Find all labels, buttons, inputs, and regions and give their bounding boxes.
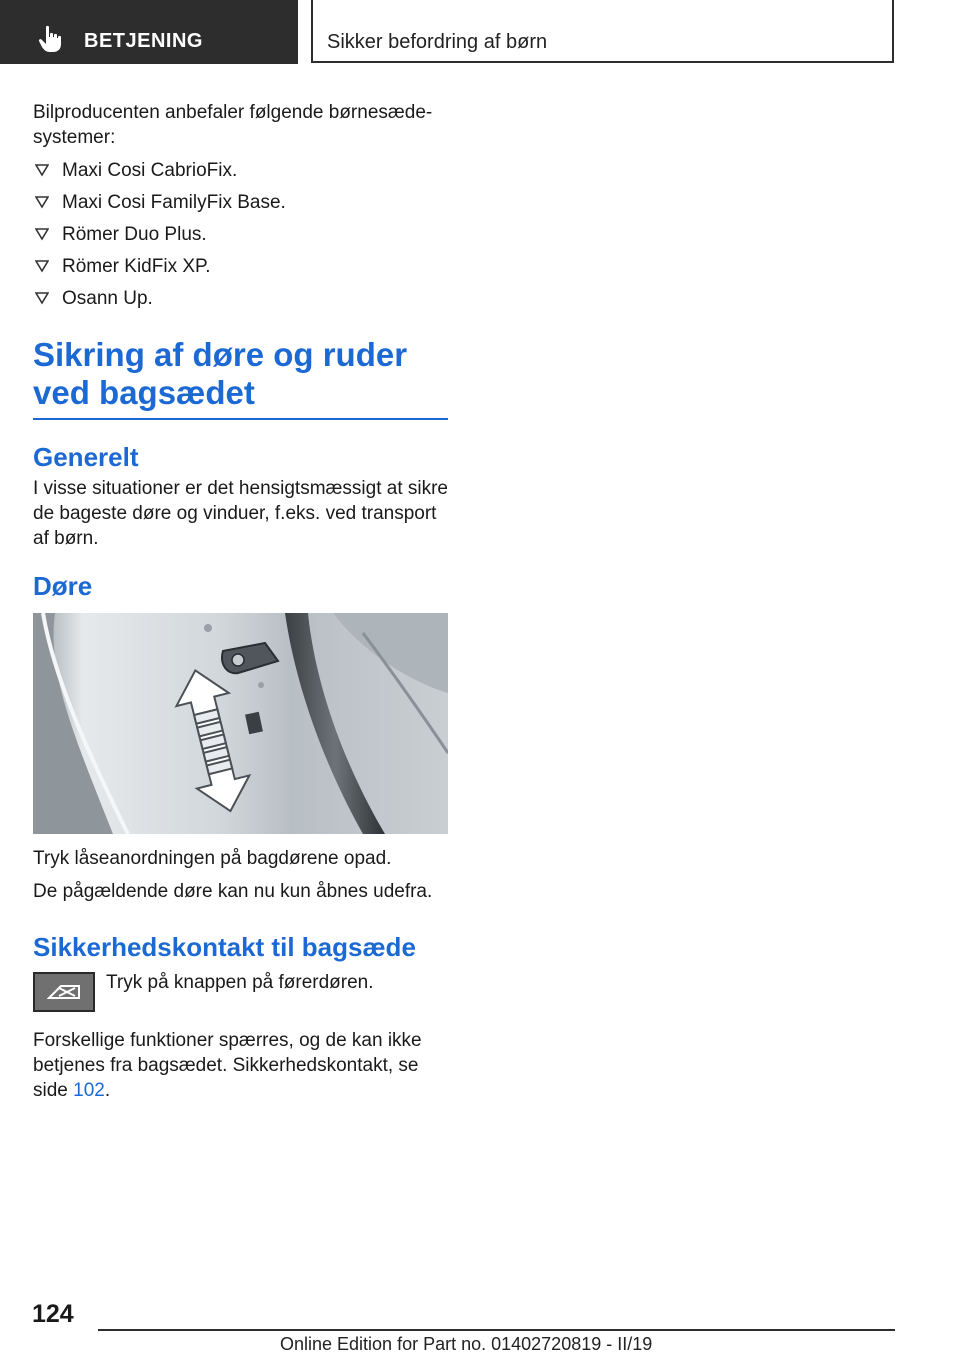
general-text: I visse situationer er det hensigtsmæssigt at sikre de bageste døre og vinduer, f.eks. ved transport af børn. bbox=[33, 478, 449, 549]
list-item-text: Maxi Cosi CabrioFix. bbox=[62, 160, 238, 181]
footer-divider bbox=[98, 1329, 895, 1331]
child-lock-description-end: . bbox=[104, 1080, 111, 1101]
door-lock-illustration bbox=[33, 613, 448, 834]
bullet-triangle-icon bbox=[35, 258, 49, 274]
doors-caption-2: De pågældende døre kan nu kun åbnes udefra. bbox=[33, 881, 433, 902]
main-heading: Sikring af døre og ruder ved bagsædet bbox=[33, 336, 448, 420]
list-item-text: Römer KidFix XP. bbox=[62, 256, 211, 277]
door-lock-illustration-drawing bbox=[33, 613, 448, 834]
hand-pointer-icon bbox=[38, 25, 64, 53]
list-item-text: Osann Up. bbox=[62, 288, 153, 309]
bullet-triangle-icon bbox=[35, 226, 49, 242]
bullet-triangle-icon bbox=[35, 194, 49, 210]
child-lock-row bbox=[33, 970, 448, 1016]
doors-caption bbox=[33, 846, 448, 904]
intro-text: Bilproducenten anbefaler følgende børnesæde-systemer: bbox=[33, 102, 433, 148]
list-item bbox=[33, 222, 448, 254]
window-lock-button-icon bbox=[33, 972, 95, 1012]
list-item-text: Römer Duo Plus. bbox=[62, 224, 207, 245]
child-lock-heading: Sikkerhedskontakt til bagsæde bbox=[33, 932, 416, 962]
general-heading: Generelt bbox=[33, 442, 139, 472]
page-reference-link[interactable]: 102 bbox=[73, 1080, 105, 1101]
bullet-triangle-icon bbox=[35, 290, 49, 306]
bullet-triangle-icon bbox=[35, 162, 49, 178]
section-header bbox=[311, 0, 894, 63]
chapter-tab bbox=[0, 0, 298, 64]
doors-heading: Døre bbox=[33, 571, 93, 601]
child-lock-description-text: Forskellige funktioner spærres, og de kan ikke betjenes fra bagsædet. Sikkerhedskontakt, se side bbox=[33, 1030, 422, 1101]
list-item bbox=[33, 254, 448, 286]
footer-edition: Online Edition for Part no. 01402720819 - II/19 bbox=[280, 1334, 653, 1354]
child-lock-description bbox=[33, 1028, 448, 1103]
list-item-text: Maxi Cosi FamilyFix Base. bbox=[62, 192, 286, 213]
doors-caption-1: Tryk låseanordningen på bagdørene opad. bbox=[33, 848, 392, 869]
list-item bbox=[33, 158, 448, 190]
window-lock-glyph bbox=[35, 974, 93, 1010]
section-title: Sikker befordring af børn bbox=[327, 31, 548, 53]
list-item bbox=[33, 286, 448, 318]
list-item bbox=[33, 190, 448, 222]
main-content bbox=[33, 100, 448, 1103]
seat-list bbox=[33, 158, 448, 318]
child-lock-instruction: Tryk på knappen på førerdøren. bbox=[106, 972, 374, 993]
chapter-label: BETJENING bbox=[84, 30, 203, 52]
page-number: 124 bbox=[32, 1300, 74, 1328]
